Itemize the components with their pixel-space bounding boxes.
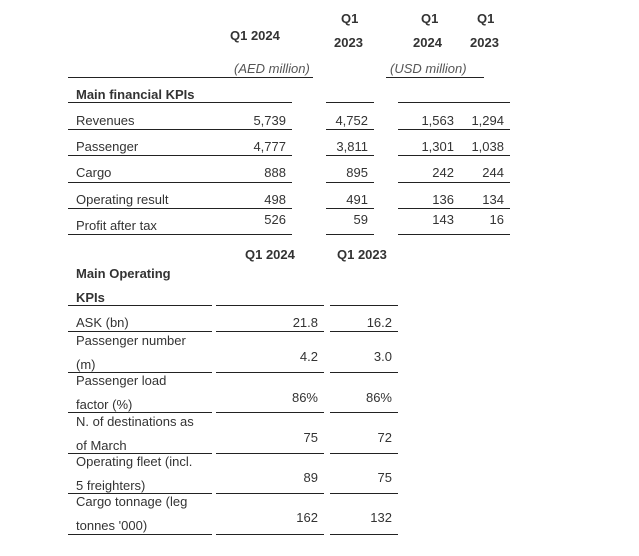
- cell-aed-2023: 59: [353, 212, 368, 227]
- header-q1-2024-aed: Q1 2024: [230, 28, 280, 43]
- header-q1-2024-usd-line1: Q1: [421, 11, 439, 26]
- row-label: Operating result: [76, 192, 169, 207]
- rule: [216, 331, 324, 332]
- header-q1-2023-aed-line1: Q1: [341, 11, 359, 26]
- header-rule-usd: [386, 77, 484, 78]
- cell-2023: 3.0: [373, 349, 392, 364]
- rule: [216, 412, 324, 413]
- row-label-line2: 5 freighters): [76, 478, 146, 493]
- row-label: Revenues: [76, 113, 135, 128]
- cell-usd-2023: 1,294: [471, 113, 504, 128]
- header-q1-2023-usd-line2: 2023: [470, 35, 499, 50]
- row-label: Cargo tonnage (leg: [76, 494, 188, 509]
- rule: [68, 129, 292, 130]
- cell-usd-2023: 244: [482, 165, 504, 180]
- unit-usd: (USD million): [390, 61, 467, 76]
- rule: [216, 305, 324, 306]
- cell-2024: 89: [303, 470, 318, 485]
- section-label-operating-line2: KPIs: [76, 290, 105, 305]
- rule: [330, 453, 398, 454]
- cell-2024: 75: [303, 430, 318, 445]
- cell-2023: 72: [377, 430, 392, 445]
- rule: [68, 305, 212, 306]
- row-label: Passenger number: [76, 333, 186, 348]
- rule: [68, 208, 292, 209]
- rule: [68, 234, 292, 235]
- header-op-q1-2023: Q1 2023: [337, 247, 387, 262]
- rule: [326, 102, 374, 103]
- cell-aed-2023: 4,752: [335, 113, 368, 128]
- row-label: Cargo: [76, 165, 112, 180]
- rule: [326, 129, 374, 130]
- cell-usd-2023: 1,038: [471, 139, 504, 154]
- cell-aed-2024: 4,777: [253, 139, 286, 154]
- cell-usd-2023: 134: [482, 192, 504, 207]
- cell-usd-2023: 16: [489, 212, 504, 227]
- rule: [326, 234, 374, 235]
- unit-aed: (AED million): [234, 61, 310, 76]
- cell-2023: 16.2: [366, 315, 392, 330]
- cell-2024: 21.8: [292, 315, 318, 330]
- rule: [68, 412, 212, 413]
- cell-2023: 132: [370, 510, 392, 525]
- rule: [398, 155, 510, 156]
- row-label-line2: (m): [76, 357, 96, 372]
- header-q1-2024-usd-line2: 2024: [413, 35, 442, 50]
- cell-aed-2024: 526: [264, 212, 286, 227]
- row-label-line2: factor (%): [76, 397, 133, 412]
- rule: [330, 305, 398, 306]
- rule: [68, 331, 212, 332]
- rule: [326, 182, 374, 183]
- row-label: Profit after tax: [76, 218, 157, 233]
- cell-aed-2023: 3,811: [336, 139, 368, 154]
- rule: [68, 182, 292, 183]
- rule: [398, 208, 510, 209]
- cell-usd-2024: 242: [432, 165, 454, 180]
- rule: [330, 372, 398, 373]
- cell-usd-2024: 1,301: [421, 139, 454, 154]
- rule: [398, 102, 510, 103]
- rule: [68, 534, 212, 535]
- row-label-line2: of March: [76, 438, 127, 453]
- cell-2023: 86%: [365, 390, 392, 405]
- rule: [398, 182, 510, 183]
- section-label-operating-line1: Main Operating: [76, 266, 171, 281]
- rule: [326, 208, 374, 209]
- cell-aed-2024: 5,739: [253, 113, 286, 128]
- rule: [330, 331, 398, 332]
- cell-2024: 86%: [291, 390, 318, 405]
- cell-aed-2024: 888: [264, 165, 286, 180]
- header-q1-2023-usd-line1: Q1: [477, 11, 495, 26]
- cell-2024: 162: [296, 510, 318, 525]
- rule: [216, 493, 324, 494]
- cell-2023: 75: [377, 470, 392, 485]
- cell-usd-2024: 1,563: [421, 113, 454, 128]
- header-q1-2023-aed-line2: 2023: [334, 35, 363, 50]
- cell-usd-2024: 136: [432, 192, 454, 207]
- rule: [68, 102, 292, 103]
- section-label-financial: Main financial KPIs: [76, 87, 195, 102]
- rule: [330, 493, 398, 494]
- row-label: ASK (bn): [76, 315, 129, 330]
- rule: [330, 412, 398, 413]
- rule: [326, 155, 374, 156]
- row-label: Passenger: [76, 139, 139, 154]
- cell-usd-2024: 143: [432, 212, 454, 227]
- rule: [216, 453, 324, 454]
- row-label: Passenger load: [76, 373, 167, 388]
- row-label-line2: tonnes '000): [76, 518, 148, 533]
- row-label: Operating fleet (incl.: [76, 454, 193, 469]
- row-label: N. of destinations as: [76, 414, 194, 429]
- rule: [398, 129, 510, 130]
- rule: [216, 534, 324, 535]
- cell-aed-2023: 491: [346, 192, 368, 207]
- header-rule: [68, 77, 313, 78]
- rule: [398, 234, 510, 235]
- cell-aed-2023: 895: [346, 165, 368, 180]
- header-op-q1-2024: Q1 2024: [245, 247, 295, 262]
- rule: [216, 372, 324, 373]
- rule: [68, 155, 292, 156]
- rule: [330, 534, 398, 535]
- cell-aed-2024: 498: [264, 192, 286, 207]
- cell-2024: 4.2: [299, 349, 318, 364]
